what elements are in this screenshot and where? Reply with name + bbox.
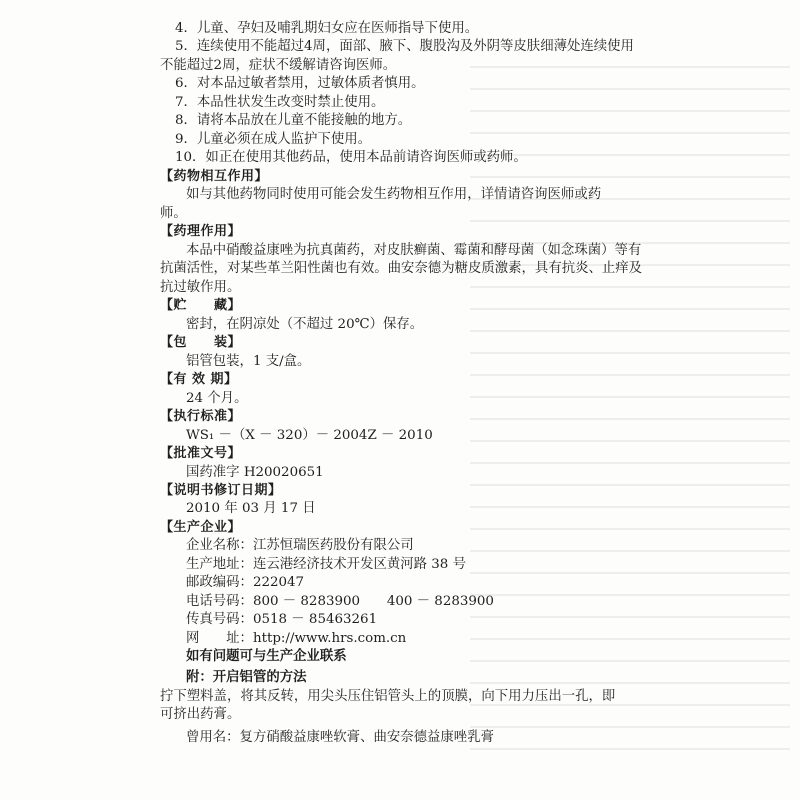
warning-item-5-line2: 不能超过2周，症状不缓解请咨询医师。 — [160, 58, 397, 73]
approval-text: 国药准字 H20020651 — [186, 465, 324, 480]
revision-date-text: 2010 年 03 月 17 日 — [186, 501, 316, 516]
appendix-heading: 附：开启铝管的方法 — [186, 670, 307, 685]
manufacturer-phone: 电话号码：800 － 8283900 400 － 8283900 — [186, 594, 494, 609]
section-heading-revision-date: 【说明书修订日期】 — [160, 483, 282, 498]
manufacturer-fax: 传真号码：0518 － 85463261 — [186, 612, 378, 627]
section-heading-approval: 【批准文号】 — [160, 446, 242, 461]
manufacturer-address: 生产地址：连云港经济技术开发区黄河路 38 号 — [186, 557, 466, 572]
warning-item-5-line1: 5．连续使用不能超过4周，面部、腋下、腹股沟及外阴等皮肤细薄处连续使用 — [175, 39, 634, 54]
section-heading-standard: 【执行标准】 — [160, 409, 242, 424]
pharmacology-line3: 抗过敏作用。 — [160, 280, 241, 295]
interactions-line2: 师。 — [160, 206, 187, 221]
storage-text: 密封，在阴凉处（不超过 20℃）保存。 — [186, 317, 424, 332]
warning-item-6: 6．对本品过敏者禁用，过敏体质者慎用。 — [175, 76, 425, 91]
alias-text: 曾用名：复方硝酸益康唑软膏、曲安奈德益康唑乳膏 — [186, 730, 494, 745]
manufacturer-contact-note: 如有问题可与生产企业联系 — [186, 649, 347, 664]
appendix-line1: 拧下塑料盖，将其反转，用尖头压住铝管头上的顶膜，向下用力压出一孔，即 — [160, 689, 616, 704]
section-heading-packaging: 【包 装】 — [160, 335, 242, 350]
pharmacology-line2: 抗菌活性，对某些革兰阳性菌也有效。曲安奈德为糖皮质激素，具有抗炎、止痒及 — [160, 261, 643, 276]
warning-item-8: 8．请将本品放在儿童不能接触的地方。 — [175, 113, 412, 128]
warning-item-9: 9．儿童必须在成人监护下使用。 — [175, 132, 371, 147]
interactions-line1: 如与其他药物同时使用可能会发生药物相互作用，详情请咨询医师或药 — [186, 187, 602, 202]
warning-item-4: 4．儿童、孕妇及哺乳期妇女应在医师指导下使用。 — [175, 21, 479, 36]
standard-text: WS₁ －（X － 320）－ 2004Z － 2010 — [186, 428, 433, 443]
warning-item-10: 10．如正在使用其他药品，使用本品前请咨询医师或药师。 — [175, 150, 527, 165]
validity-text: 24 个月。 — [186, 391, 248, 406]
manufacturer-website: 网 址：http://www.hrs.com.cn — [186, 631, 407, 646]
pharmacology-line1: 本品中硝酸益康唑为抗真菌药，对皮肤癣菌、霉菌和酵母菌（如念珠菌）等有 — [186, 243, 642, 258]
section-heading-storage: 【贮 藏】 — [160, 298, 242, 313]
section-heading-validity: 【有 效 期】 — [160, 372, 238, 387]
manufacturer-company: 企业名称：江苏恒瑞医药股份有限公司 — [186, 538, 414, 553]
appendix-line2: 可挤出药膏。 — [160, 707, 241, 722]
section-heading-interactions: 【药物相互作用】 — [160, 169, 269, 184]
warning-item-7: 7．本品性状发生改变时禁止使用。 — [175, 95, 385, 110]
section-heading-pharmacology: 【药理作用】 — [160, 224, 242, 239]
manufacturer-postcode: 邮政编码：222047 — [186, 575, 305, 590]
section-heading-manufacturer: 【生产企业】 — [160, 520, 242, 535]
packaging-text: 铝管包装，1 支/盒。 — [186, 354, 311, 369]
